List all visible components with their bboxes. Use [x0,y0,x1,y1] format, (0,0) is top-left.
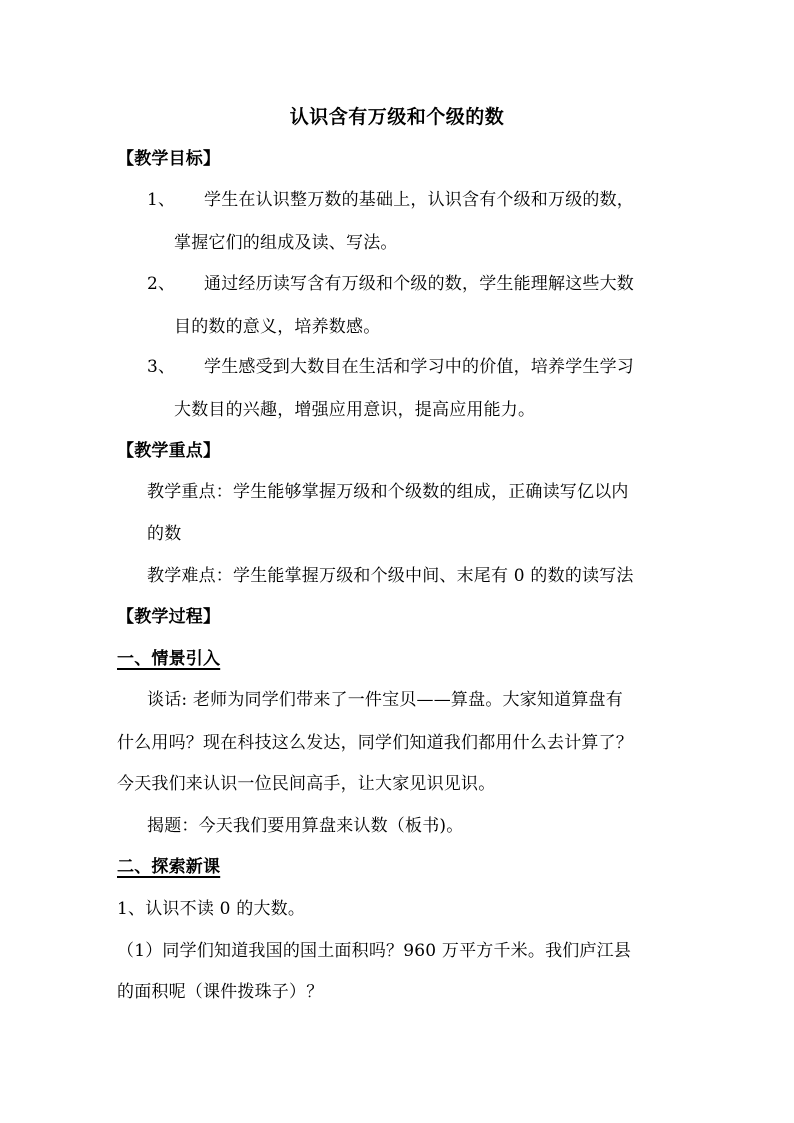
goal-2-text-1: 通过经历读写含有万级和个级的数，学生能理解这些大数 [204,274,634,294]
document-title: 认识含有万级和个级的数 [289,106,505,128]
goal-2-line-1 [147,272,634,296]
part1-line-2: 什么用吗？现在科技这么发达，同学们知道我们都用什么去计算了？ [117,733,633,753]
key-heading: 【教学重点】 [117,441,221,461]
goal-2-number: 2、 [147,274,176,294]
process-heading: 【教学过程】 [117,607,221,627]
key-point-line-1: 教学重点：学生能够掌握万级和个级数的组成，正确读写亿以内 [147,482,629,502]
part1-reveal: 揭题：今天我们要用算盘来认数（板书)。 [147,816,464,836]
part2-item-1: 1、认识不读 0 的大数。 [117,899,306,919]
part1-line-1: 谈话: 老师为同学们带来了一件宝贝——算盘。大家知道算盘有 [147,690,623,710]
goal-2-line-2: 目的数的意义，培养数感。 [174,317,381,337]
goal-1-line-2: 掌握它们的组成及读、写法。 [174,233,398,253]
part2-question-1-line-2: 的面积呢（课件拨珠子）？ [117,982,324,1002]
goal-3-line-2: 大数目的兴趣，增强应用意识，提高应用能力。 [174,400,536,420]
part2-question-1-line-1: （1）同学们知道我国的国土面积吗？960 万平方千米。我们庐江县 [117,941,632,961]
part2-heading: 二、探索新课 [117,857,221,877]
goals-heading: 【教学目标】 [117,149,221,169]
goal-3-text-1: 学生感受到大数目在生活和学习中的价值，培养学生学习 [204,357,634,377]
goal-1-number: 1、 [147,190,176,210]
goal-3-number: 3、 [147,357,176,377]
part1-heading: 一、情景引入 [117,649,221,669]
part1-line-3: 今天我们来认识一位民间高手，让大家见识见识。 [117,774,496,794]
goal-3-line-1 [147,355,634,379]
goal-1-line-1 [147,188,634,212]
key-point-line-2: 的数 [147,524,182,544]
goal-1-text-1: 学生在认识整万数的基础上，认识含有个级和万级的数， [204,190,634,210]
difficult-point: 教学难点：学生能掌握万级和个级中间、末尾有 0 的数的读写法 [147,566,634,586]
